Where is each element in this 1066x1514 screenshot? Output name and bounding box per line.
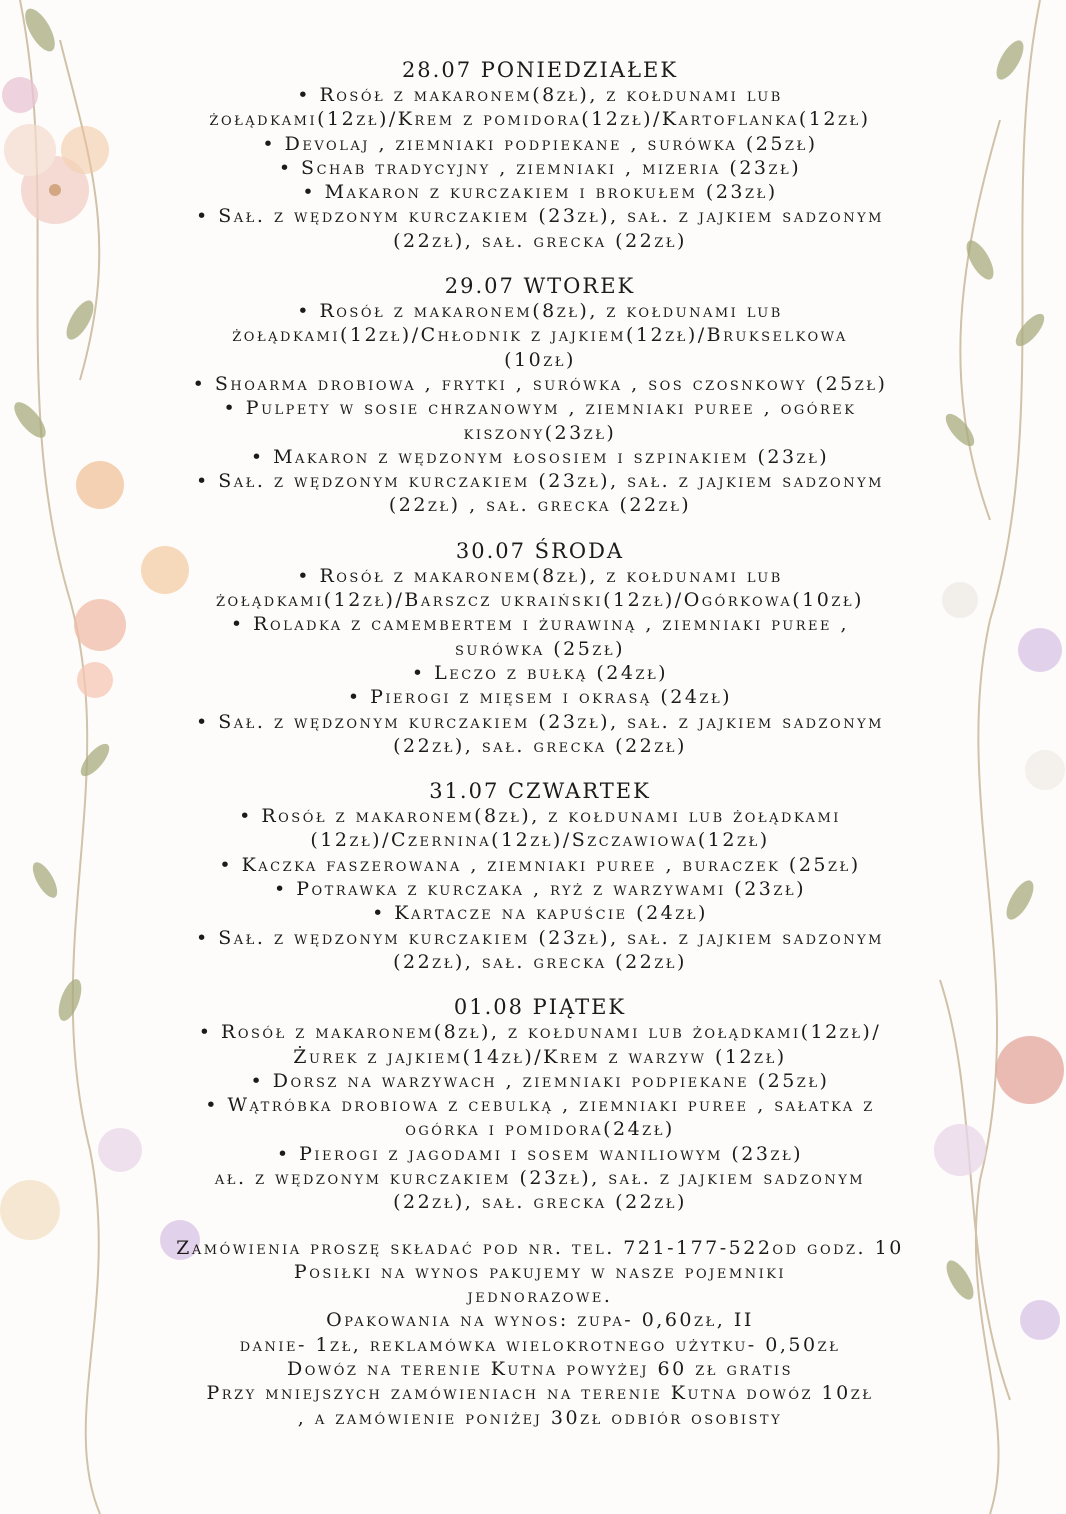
menu-line: (22zł) , sał. grecka (22zł) <box>388 494 692 517</box>
menu-line: • Rosół z makaronem(8zł), z kołdunami lub żołądkami(12zł)/ <box>198 1021 882 1044</box>
menu-line: żołądkami(12zł)/Chłodnik z jajkiem(12zł)/Brukselkowa <box>232 324 848 347</box>
menu-line: • Makaron z kurczakiem i brokułem (23zł) <box>302 181 778 204</box>
menu-line: • Rosół z makaronem(8zł), z kołdunami lub <box>297 564 783 587</box>
order-info-line: jednorazowe. <box>467 1285 613 1308</box>
menu-line: • Leczo z bułką (24zł) <box>411 661 669 684</box>
daily-menu <box>100 58 980 1430</box>
menu-line: żołądkami(12zł)/Krem z pomidora(12zł)/Kartoflanka(12zł) <box>209 108 871 131</box>
menu-line: • Makaron z wędzonym łososiem i szpinakiem (23zł) <box>250 445 830 468</box>
menu-line: • Kartacze na kapuście (24zł) <box>372 902 708 925</box>
order-info-line: Opakowania na wynos: zupa- 0,60zł, II <box>326 1309 754 1332</box>
menu-line: (22zł), sał. grecka (22zł) <box>393 950 687 973</box>
menu-line: • Pulpety w sosie chrzanowym , ziemniaki puree , ogórek <box>223 397 857 420</box>
menu-line: kiszony(23zł) <box>463 421 617 444</box>
menu-line: • Rosół z makaronem(8zł), z kołdunami lub <box>297 300 783 323</box>
menu-line: (22zł), sał. grecka (22zł) <box>393 734 687 757</box>
order-info-line: danie- 1zł, reklamówka wielokrotnego użytku- 0,50zł <box>239 1333 841 1356</box>
menu-line: Żurek z jajkiem(14zł)/Krem z warzyw (12zł) <box>293 1045 787 1068</box>
menu-line: (12zł)/Czernina(12zł)/Szczawiowa(12zł) <box>310 829 770 852</box>
day-title: 29.07 WTOREK <box>444 274 636 299</box>
menu-line: • Kaczka faszerowana , ziemniaki puree , buraczek (25zł) <box>219 853 861 876</box>
menu-line: • Sał. z wędzonym kurczakiem (23zł), sał. z jajkiem sadzonym <box>196 710 884 733</box>
day-title: 30.07 ŚRODA <box>455 538 625 563</box>
day-title: 31.07 CZWARTEK <box>429 779 651 804</box>
menu-line: • Sał. z wędzonym kurczakiem (23zł), sał. z jajkiem sadzonym <box>196 926 884 949</box>
menu-line: żołądkami(12zł)/Barszcz ukraiński(12zł)/Ogórkowa(10zł) <box>216 589 864 612</box>
day-friday <box>100 995 980 1214</box>
menu-line: ogórka i pomidora(24zł) <box>405 1118 675 1141</box>
order-info <box>100 1236 980 1430</box>
order-info-line: Dowóz na terenie Kutna powyżej 60 zł gratis <box>286 1358 794 1381</box>
menu-line: (10zł) <box>504 348 576 371</box>
order-info-line: Posiłki na wynos pakujemy w nasze pojemniki <box>293 1260 787 1283</box>
day-title: 01.08 PIĄTEK <box>453 995 627 1020</box>
day-monday <box>100 58 980 253</box>
menu-line: ał. z wędzonym kurczakiem (23zł), sał. z jajkiem sadzonym <box>214 1166 866 1189</box>
day-thursday <box>100 779 980 974</box>
menu-line: • Pierogi z jagodami i sosem waniliowym (23zł) <box>276 1142 804 1165</box>
menu-line: • Dorsz na warzywach , ziemniaki podpiekane (25zł) <box>250 1069 830 1092</box>
menu-line: • Wątróbka drobiowa z cebulką , ziemniaki puree , sałatka z <box>205 1094 875 1117</box>
menu-line: • Potrawka z kurczaka , ryż z warzywami (23zł) <box>273 878 807 901</box>
order-info-line: Przy mniejszych zamówieniach na terenie Kutna dowóz 10zł <box>206 1382 874 1405</box>
menu-line: surówka (25zł) <box>454 637 625 660</box>
order-info-line: , a zamówienie poniżej 30zł odbiór osobisty <box>297 1406 783 1429</box>
order-info-line: Zamówienia proszę składać pod nr. tel. 721-177-522od godz. 10 <box>176 1236 904 1259</box>
menu-line: • Rosół z makaronem(8zł), z kołdunami lub żołądkami <box>239 805 841 828</box>
day-wednesday <box>100 539 980 758</box>
day-tuesday <box>100 274 980 518</box>
menu-line: (22zł), sał. grecka (22zł) <box>393 229 687 252</box>
menu-line: (22zł), sał. grecka (22zł) <box>393 1191 687 1214</box>
menu-line: • Sał. z wędzonym kurczakiem (23zł), sał. z jajkiem sadzonym <box>196 205 884 228</box>
menu-line: • Rosół z makaronem(8zł), z kołdunami lub <box>297 84 783 106</box>
menu-line: • Roladka z camembertem i żurawiną , ziemniaki puree , <box>230 613 850 636</box>
menu-line: • Shoarma drobiowa , frytki , surówka , sos czosnkowy (25zł) <box>192 372 888 395</box>
menu-line: • Devolaj , ziemniaki podpiekane , surówka (25zł) <box>262 132 818 155</box>
menu-line: • Sał. z wędzonym kurczakiem (23zł), sał. z jajkiem sadzonym <box>196 470 884 493</box>
menu-line: • Schab tradycyjny , ziemniaki , mizeria (23zł) <box>278 156 802 179</box>
day-title: 28.07 PONIEDZIAŁEK <box>401 58 679 82</box>
menu-line: • Pierogi z mięsem i okrasą (24zł) <box>347 686 733 709</box>
